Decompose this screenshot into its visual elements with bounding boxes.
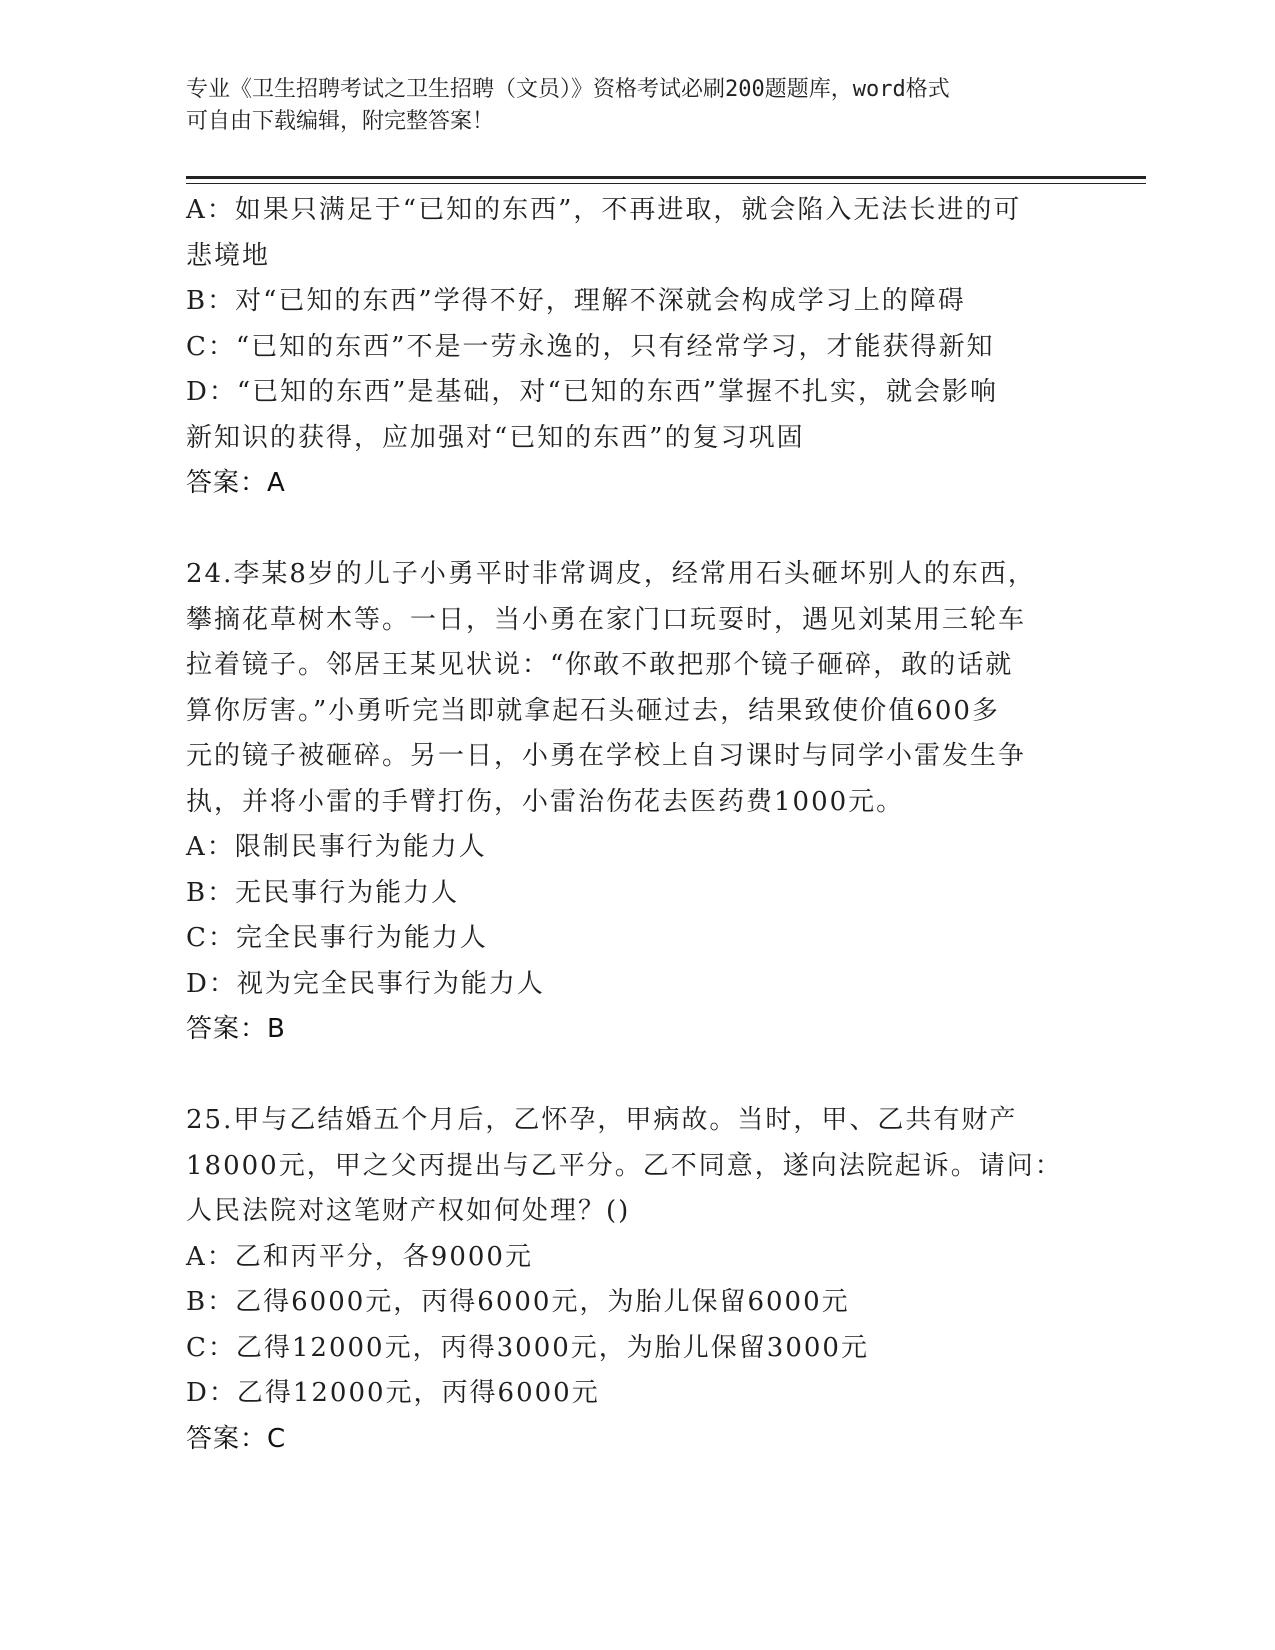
q24-option-a: A：限制民事行为能力人 (186, 832, 487, 862)
q25-option-a: A：乙和丙平分，各9000元 (186, 1241, 533, 1272)
q23-option-d-line-2: 新知识的获得，应加强对“已知的东西”的复习巩固 (186, 422, 805, 453)
q25-option-c: C：乙得12000元，丙得3000元，为胎儿保留3000元 (186, 1332, 869, 1363)
question-25 (186, 1098, 1116, 1462)
q23-option-c: C：“已知的东西”不是一劳永逸的，只有经常学习，才能获得新知 (186, 331, 995, 362)
q23-option-b: B：对“已知的东西”学得不好，理解不深就会构成学习上的障碍 (186, 286, 966, 316)
q25-stem-line-3: 人民法院对这笔财产权如何处理？() (186, 1196, 631, 1226)
q25-option-d: D：乙得12000元，丙得6000元 (186, 1378, 600, 1408)
q24-stem-line-1: 24.李某8岁的儿子小勇平时非常调皮，经常用石头砸坏别人的东西， (186, 559, 1036, 589)
q24-stem-line-3: 拉着镜子。邻居王某见状说：“你敢不敢把那个镜子砸碎，敢的话就 (186, 650, 1014, 680)
question-23 (186, 188, 1116, 507)
q24-option-c: C：完全民事行为能力人 (186, 923, 488, 953)
question-spacer (186, 1053, 1116, 1099)
q24-option-b: B：无民事行为能力人 (186, 877, 460, 908)
header-title-line-2: 可自由下载编辑，附完整答案！ (186, 109, 495, 134)
q24-stem-line-5: 元的镜子被砸碎。另一日，小勇在学校上自习课时与同学小雷发生争 (186, 741, 1027, 771)
q24-answer: 答案：B (186, 1014, 286, 1044)
q23-option-a-line-1: A：如果只满足于“已知的东西”，不再进取，就会陷入无法长进的可 (186, 195, 1022, 225)
q23-answer: 答案：A (186, 468, 286, 498)
question-spacer (186, 507, 1116, 553)
document-header (186, 74, 1086, 138)
q25-stem-line-2: 18000元，甲之父丙提出与乙平分。乙不同意，遂向法院起诉。请问： (186, 1150, 1063, 1181)
q25-stem-line-1: 25.甲与乙结婚五个月后，乙怀孕，甲病故。当时，甲、乙共有财产 (186, 1105, 1018, 1135)
q24-stem-line-2: 攀摘花草树木等。一日，当小勇在家门口玩耍时，遇见刘某用三轮车 (186, 604, 1027, 635)
document-body (186, 188, 1116, 1462)
q24-stem-line-6: 执，并将小雷的手臂打伤，小雷治伤花去医药费1000元。 (186, 786, 905, 817)
header-divider-thin (186, 183, 1146, 184)
q23-option-a-line-2: 悲境地 (186, 240, 271, 271)
header-divider-thick (186, 176, 1146, 179)
q24-stem-line-4: 算你厉害。”小勇听完当即就拿起石头砸过去，结果致使价值600多 (186, 695, 1000, 726)
header-title-line-1: 专业《卫生招聘考试之卫生招聘（文员）》资格考试必刷200题题库，word格式 (186, 77, 950, 102)
q24-option-d: D：视为完全民事行为能力人 (186, 968, 545, 999)
q25-option-b: B：乙得6000元，丙得6000元，为胎儿保留6000元 (186, 1287, 850, 1317)
q25-answer: 答案：C (186, 1423, 287, 1454)
question-24 (186, 552, 1116, 1053)
q23-option-d-line-1: D：“已知的东西”是基础，对“已知的东西”掌握不扎实，就会影响 (186, 377, 999, 407)
